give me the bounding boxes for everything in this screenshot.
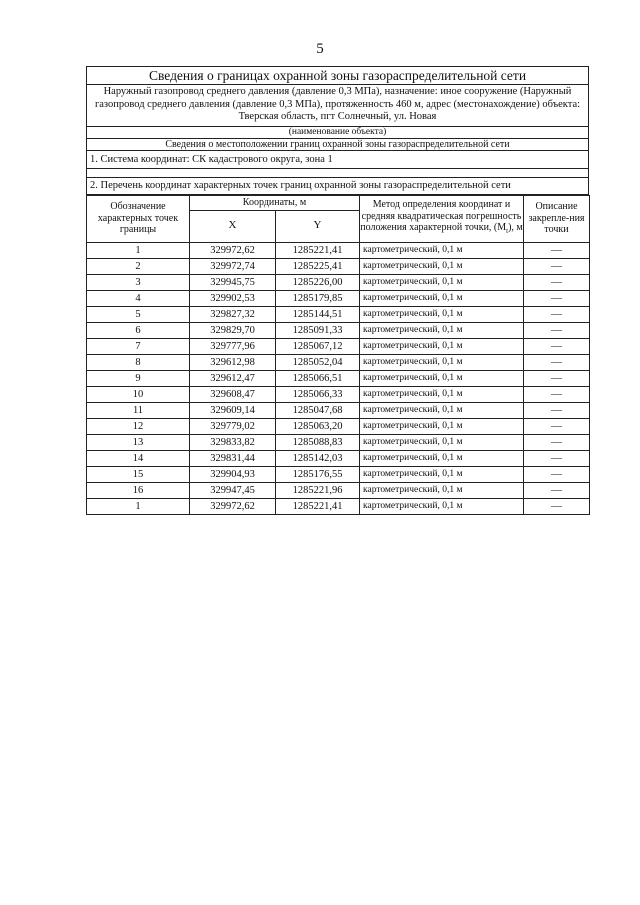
point-cell: 5 (87, 306, 190, 322)
header-coordinates: Координаты, м (190, 195, 360, 210)
table-row (87, 290, 590, 306)
table-row (87, 498, 590, 514)
table-row (87, 338, 590, 354)
header-description: Описание закрепле-ния точки (524, 195, 590, 242)
coordinates-table (86, 195, 590, 515)
x-cell: 329972,74 (190, 258, 276, 274)
method-cell: картометрический, 0,1 м (360, 450, 524, 466)
method-cell: картометрический, 0,1 м (360, 354, 524, 370)
table-row (87, 482, 590, 498)
method-cell: картометрический, 0,1 м (360, 466, 524, 482)
point-cell: 2 (87, 258, 190, 274)
method-cell: картометрический, 0,1 м (360, 322, 524, 338)
description-cell: — (524, 274, 590, 290)
y-cell: 1285225,41 (276, 258, 360, 274)
description-cell: — (524, 466, 590, 482)
x-cell: 329972,62 (190, 242, 276, 258)
x-cell: 329829,70 (190, 322, 276, 338)
x-cell: 329833,82 (190, 434, 276, 450)
x-cell: 329608,47 (190, 386, 276, 402)
table-row (87, 386, 590, 402)
point-cell: 16 (87, 482, 190, 498)
point-cell: 3 (87, 274, 190, 290)
document-title: Сведения о границах охранной зоны газораспределительной сети (86, 66, 589, 85)
x-cell: 329945,75 (190, 274, 276, 290)
y-cell: 1285221,96 (276, 482, 360, 498)
x-cell: 329831,44 (190, 450, 276, 466)
method-cell: картометрический, 0,1 м (360, 402, 524, 418)
table-row (87, 322, 590, 338)
table-row (87, 466, 590, 482)
coordinate-system: 1. Система координат: СК кадастрового округа, зона 1 (86, 151, 589, 169)
table-row (87, 450, 590, 466)
description-cell: — (524, 242, 590, 258)
x-cell: 329609,14 (190, 402, 276, 418)
point-cell: 13 (87, 434, 190, 450)
header-point: Обозначение характерных точек границы (87, 195, 190, 242)
y-cell: 1285052,04 (276, 354, 360, 370)
point-cell: 4 (87, 290, 190, 306)
point-cell: 9 (87, 370, 190, 386)
method-cell: картометрический, 0,1 м (360, 306, 524, 322)
method-cell: картометрический, 0,1 м (360, 274, 524, 290)
table-row (87, 242, 590, 258)
x-cell: 329777,96 (190, 338, 276, 354)
method-cell: картометрический, 0,1 м (360, 370, 524, 386)
point-cell: 15 (87, 466, 190, 482)
method-cell: картометрический, 0,1 м (360, 482, 524, 498)
description-cell: — (524, 402, 590, 418)
description-cell: — (524, 386, 590, 402)
header-y: Y (276, 210, 360, 242)
y-cell: 1285063,20 (276, 418, 360, 434)
y-cell: 1285176,55 (276, 466, 360, 482)
description-cell: — (524, 482, 590, 498)
table-row (87, 354, 590, 370)
description-cell: — (524, 338, 590, 354)
point-cell: 1 (87, 498, 190, 514)
x-cell: 329902,53 (190, 290, 276, 306)
description-cell: — (524, 498, 590, 514)
object-name-label: (наименование объекта) (86, 127, 589, 139)
x-cell: 329612,47 (190, 370, 276, 386)
header-method-text: Метод определения координат и средняя квадратическая погрешность положения характерной точки, (M (360, 199, 522, 234)
description-cell: — (524, 322, 590, 338)
document-sheet (86, 66, 589, 515)
method-cell: картометрический, 0,1 м (360, 290, 524, 306)
x-cell: 329779,02 (190, 418, 276, 434)
table-row (87, 306, 590, 322)
table-row (87, 434, 590, 450)
points-list-title: 2. Перечень координат характерных точек границ охранной зоны газораспределительной сети (86, 178, 589, 195)
description-cell: — (524, 258, 590, 274)
y-cell: 1285221,41 (276, 242, 360, 258)
y-cell: 1285091,33 (276, 322, 360, 338)
y-cell: 1285067,12 (276, 338, 360, 354)
y-cell: 1285226,00 (276, 274, 360, 290)
description-cell: — (524, 370, 590, 386)
header-method-unit: ), м (508, 222, 523, 234)
x-cell: 329904,93 (190, 466, 276, 482)
table-row (87, 402, 590, 418)
method-cell: картометрический, 0,1 м (360, 498, 524, 514)
point-cell: 11 (87, 402, 190, 418)
header-method (360, 195, 524, 242)
y-cell: 1285088,83 (276, 434, 360, 450)
description-cell: — (524, 418, 590, 434)
description-cell: — (524, 290, 590, 306)
spacer-row (86, 169, 589, 178)
method-cell: картометрический, 0,1 м (360, 338, 524, 354)
method-cell: картометрический, 0,1 м (360, 242, 524, 258)
section-title: Сведения о местоположении границ охранной зоны газораспределительной сети (86, 139, 589, 151)
y-cell: 1285047,68 (276, 402, 360, 418)
point-cell: 12 (87, 418, 190, 434)
point-cell: 1 (87, 242, 190, 258)
header-method-sub: t (506, 227, 509, 236)
x-cell: 329972,62 (190, 498, 276, 514)
description-cell: — (524, 450, 590, 466)
point-cell: 10 (87, 386, 190, 402)
y-cell: 1285142,03 (276, 450, 360, 466)
point-cell: 14 (87, 450, 190, 466)
point-cell: 7 (87, 338, 190, 354)
x-cell: 329827,32 (190, 306, 276, 322)
table-row (87, 274, 590, 290)
table-row (87, 418, 590, 434)
x-cell: 329612,98 (190, 354, 276, 370)
x-cell: 329947,45 (190, 482, 276, 498)
page-number: 5 (316, 41, 324, 57)
header-x: X (190, 210, 276, 242)
point-cell: 8 (87, 354, 190, 370)
description-cell: — (524, 354, 590, 370)
point-cell: 6 (87, 322, 190, 338)
table-row (87, 258, 590, 274)
table-row (87, 370, 590, 386)
method-cell: картометрический, 0,1 м (360, 258, 524, 274)
method-cell: картометрический, 0,1 м (360, 386, 524, 402)
object-description: Наружный газопровод среднего давления (давление 0,3 МПа), назначение: иное сооружение (Наружный газопровод среднего давления (давление 0,3 МПа), протяженность 460 м, адрес (местонахождение) объекта: Тверская область, пгт Солнечный, ул. Новая (86, 85, 589, 127)
method-cell: картометрический, 0,1 м (360, 418, 524, 434)
y-cell: 1285066,51 (276, 370, 360, 386)
description-cell: — (524, 306, 590, 322)
y-cell: 1285066,33 (276, 386, 360, 402)
method-cell: картометрический, 0,1 м (360, 434, 524, 450)
description-cell: — (524, 434, 590, 450)
y-cell: 1285144,51 (276, 306, 360, 322)
y-cell: 1285221,41 (276, 498, 360, 514)
y-cell: 1285179,85 (276, 290, 360, 306)
